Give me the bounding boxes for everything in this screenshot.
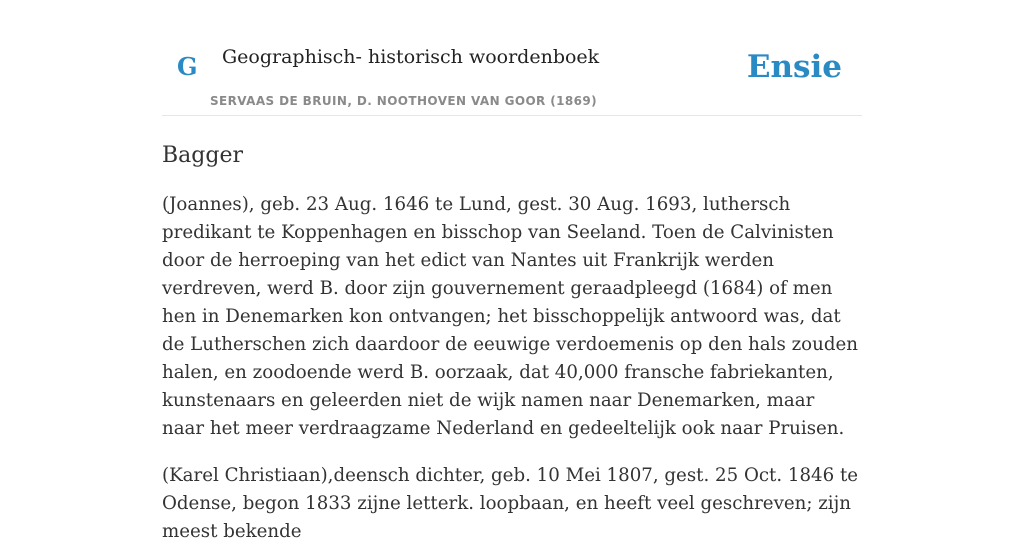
entry-paragraph: (Joannes), geb. 23 Aug. 1646 te Lund, gest. 30 Aug. 1693, luthersch predikant te Koppenhagen en bisschop van Seeland. Toen de Calvinisten door de herroeping van het edict van Nantes uit Frankrijk werden verdreven, werd B. door zijn gouvernement geraadpleegd (1684) of men hen in Denemarken kon ontvangen; het bisschoppelijk antwoord was, dat de Lutherschen zich daardoor de eeuwige verdoemenis op den hals zouden halen, en zoodoende werd B. oorzaak, dat 40,000 fransche fabriekanten, kunstenaars en geleerden niet de wijk namen naar Denemarken, maar naar het meer verdraagzame Nederland en gedeeltelijk ook naar Pruisen. — [162, 193, 858, 439]
entry-paragraph: (Karel Christiaan),deensch dichter, geb. 10 Mei 1807, gest. 25 Oct. 1846 te Odense, begon 1833 zijne letterk. loopbaan, en heeft veel geschreven; zijn meest bekende — [162, 464, 859, 542]
book-authors: SERVAAS DE BRUIN, D. NOOTHOVEN VAN GOOR (1869) — [210, 94, 598, 108]
book-logo-icon[interactable]: G — [177, 52, 198, 81]
header — [162, 0, 862, 116]
brand-logo[interactable]: Ensie — [746, 49, 842, 85]
book-title[interactable]: Geographisch- historisch woordenboek — [222, 46, 600, 68]
page — [162, 0, 862, 546]
entry-title: Bagger — [162, 143, 243, 168]
entry-body — [162, 191, 862, 546]
